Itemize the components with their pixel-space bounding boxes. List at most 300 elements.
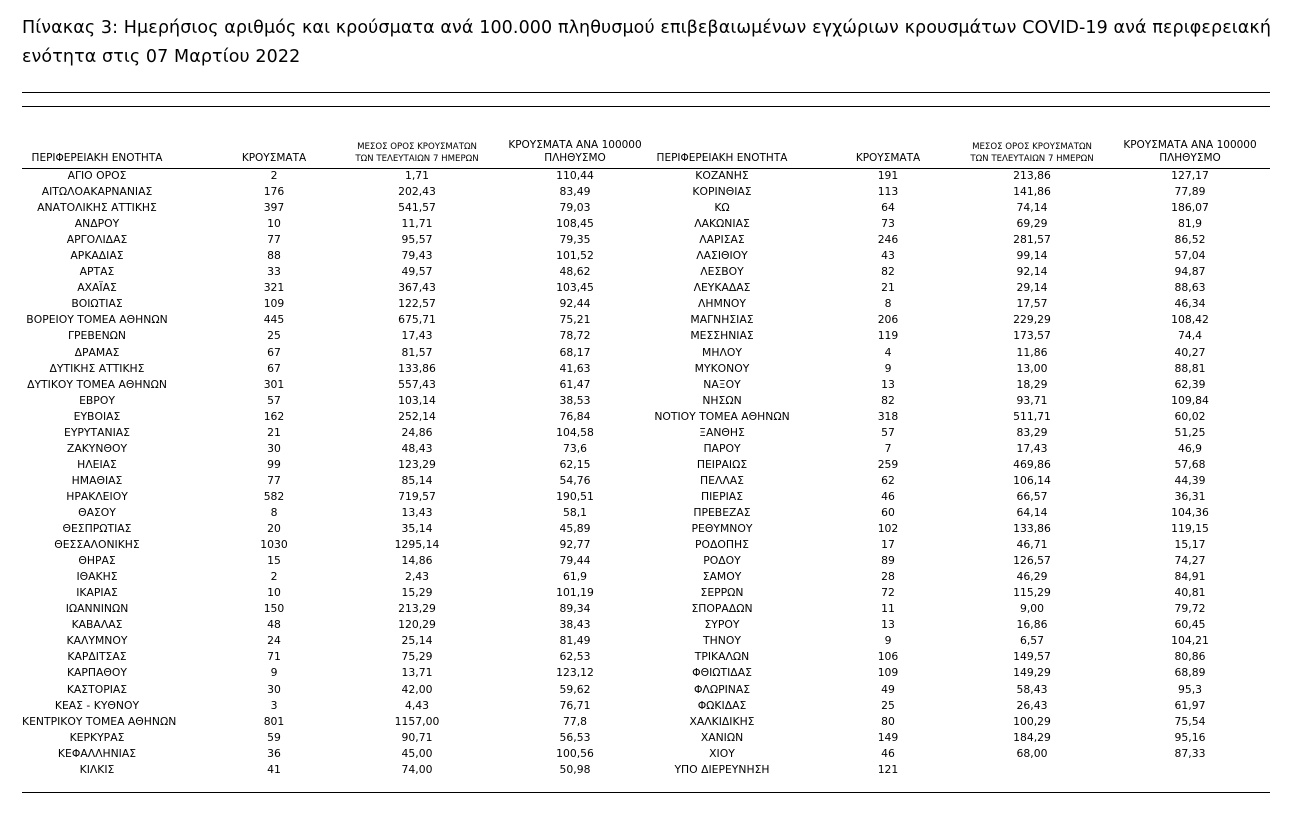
- right-region-name: ΜΥΚΟΝΟΥ: [694, 361, 750, 375]
- left-region-name: ΚΑΡΠΑΘΟΥ: [66, 666, 128, 680]
- table-row: [22, 296, 1272, 312]
- right-per-100k-value: 81,9: [1177, 217, 1203, 231]
- table-row: [22, 698, 1272, 714]
- left-cases-value: 25: [267, 329, 281, 343]
- left-cases-value: 109: [263, 297, 285, 311]
- right-per-100k-value: 46,9: [1177, 441, 1203, 455]
- right-cases-value: 57: [881, 425, 895, 439]
- left-per-100k-value: 78,72: [559, 329, 591, 343]
- right-cases-value: 17: [881, 538, 895, 552]
- left-avg-7day-value: 213,29: [398, 602, 436, 616]
- right-cases-value: 13: [881, 377, 895, 391]
- left-avg-7day-value: 14,86: [401, 554, 433, 568]
- right-avg-7day-value: 99,14: [1016, 249, 1048, 263]
- right-region-name: ΛΕΥΚΑΔΑΣ: [693, 281, 751, 295]
- right-cases-value: 60: [881, 505, 895, 519]
- right-per-100k-value: 60,02: [1174, 409, 1206, 423]
- right-region-name: ΡΟΔΟΠΗΣ: [695, 538, 749, 552]
- table-row: [22, 746, 1272, 762]
- page-title: Πίνακας 3: Ημερήσιος αριθμός και κρούσματα ανά 100.000 πληθυσμού επιβεβαιωμένων εγχώριων κρουσμάτων COVID-19 ανά περιφερειακή ενότητα στις 07 Μαρτίου 2022: [22, 18, 1272, 67]
- header-per100k-right: [1117, 139, 1263, 165]
- header-per100k-left-line1: ΚΡΟΥΣΜΑΤΑ ΑΝΑ 100000: [508, 139, 642, 151]
- left-avg-7day-value: 557,43: [398, 377, 436, 391]
- right-avg-7day-value: 106,14: [1013, 473, 1051, 487]
- right-region-name: ΚΟΡΙΝΘΙΑΣ: [692, 185, 752, 199]
- left-cases-value: 77: [267, 233, 281, 247]
- left-avg-7day-value: 17,43: [401, 329, 433, 343]
- left-cases-value: 162: [263, 409, 285, 423]
- header-avg-right-line1: ΜΕΣΟΣ ΟΡΟΣ ΚΡΟΥΣΜΑΤΩΝ: [972, 142, 1092, 152]
- right-cases-value: 89: [881, 554, 895, 568]
- left-cases-value: 59: [267, 730, 281, 744]
- right-cases-value: 259: [877, 457, 899, 471]
- left-cases-value: 321: [263, 281, 285, 295]
- right-per-100k-value: 75,54: [1174, 714, 1206, 728]
- right-avg-7day-value: 46,71: [1016, 538, 1048, 552]
- left-per-100k-value: 76,84: [559, 409, 591, 423]
- right-region-name: ΠΑΡΟΥ: [703, 441, 741, 455]
- table-row: [22, 312, 1272, 328]
- right-region-name: ΣΕΡΡΩΝ: [700, 586, 744, 600]
- right-cases-value: 82: [881, 393, 895, 407]
- left-per-100k-value: 77,8: [562, 714, 588, 728]
- left-per-100k-value: 75,21: [559, 313, 591, 327]
- table-row: [22, 762, 1272, 778]
- right-per-100k-value: 88,63: [1174, 281, 1206, 295]
- right-avg-7day-value: 184,29: [1013, 730, 1051, 744]
- left-region-name: ΗΛΕΙΑΣ: [77, 457, 117, 471]
- right-avg-7day-value: 126,57: [1013, 554, 1051, 568]
- left-cases-value: 10: [267, 217, 281, 231]
- table-row: [22, 345, 1272, 361]
- right-cases-value: 25: [881, 698, 895, 712]
- table-row: [22, 328, 1272, 344]
- left-per-100k-value: 68,17: [559, 345, 591, 359]
- left-cases-value: 150: [263, 602, 285, 616]
- left-avg-7day-value: 24,86: [401, 425, 433, 439]
- left-per-100k-value: 83,49: [559, 185, 591, 199]
- left-avg-7day-value: 74,00: [401, 762, 433, 776]
- left-region-name: ΑΡΚΑΔΙΑΣ: [70, 249, 124, 263]
- right-region-name: ΧΙΟΥ: [709, 746, 735, 760]
- table-row: [22, 216, 1272, 232]
- right-region-name: ΛΑΚΩΝΙΑΣ: [694, 217, 750, 231]
- right-region-name: ΛΕΣΒΟΥ: [700, 265, 744, 279]
- right-avg-7day-value: 13,00: [1016, 361, 1048, 375]
- left-per-100k-value: 59,62: [559, 682, 591, 696]
- left-per-100k-value: 81,49: [559, 634, 591, 648]
- left-cases-value: 30: [267, 441, 281, 455]
- right-avg-7day-value: 6,57: [1019, 634, 1045, 648]
- right-region-name: ΜΕΣΣΗΝΙΑΣ: [690, 329, 754, 343]
- right-avg-7day-value: 133,86: [1013, 522, 1051, 536]
- left-avg-7day-value: 120,29: [398, 618, 436, 632]
- right-region-name: ΦΘΙΩΤΙΔΑΣ: [692, 666, 752, 680]
- right-per-100k-value: 127,17: [1171, 169, 1209, 182]
- right-per-100k-value: 62,39: [1174, 377, 1206, 391]
- right-avg-7day-value: 9,00: [1019, 602, 1045, 616]
- left-avg-7day-value: 675,71: [398, 313, 436, 327]
- left-region-name: ΑΡΤΑΣ: [79, 265, 115, 279]
- right-cases-value: 318: [877, 409, 899, 423]
- table-row: [22, 585, 1272, 601]
- right-per-100k-value: 95,3: [1177, 682, 1203, 696]
- right-region-name: ΧΑΛΚΙΔΙΚΗΣ: [689, 714, 755, 728]
- left-avg-7day-value: 719,57: [398, 489, 436, 503]
- left-per-100k-value: 45,89: [559, 522, 591, 536]
- right-cases-value: 113: [877, 185, 899, 199]
- right-cases-value: 8: [884, 297, 892, 311]
- table-row: [22, 633, 1272, 649]
- left-region-name: ΙΩΑΝΝΙΝΩΝ: [65, 602, 129, 616]
- left-avg-7day-value: 2,43: [404, 570, 430, 584]
- left-region-name: ΔΥΤΙΚΟΥ ΤΟΜΕΑ ΑΘΗΝΩΝ: [27, 377, 167, 391]
- right-cases-value: 4: [884, 345, 892, 359]
- left-region-name: ΖΑΚΥΝΘΟΥ: [66, 441, 128, 455]
- right-cases-value: 119: [877, 329, 899, 343]
- right-avg-7day-value: 213,86: [1013, 169, 1051, 182]
- right-avg-7day-value: 92,14: [1016, 265, 1048, 279]
- left-region-name: ΚΑΛΥΜΝΟΥ: [66, 634, 128, 648]
- header-region-right: ΠΕΡΙΦΕΡΕΙΑΚΗ ΕΝΟΤΗΤΑ: [656, 152, 788, 164]
- header-per100k-left-line2: ΠΛΗΘΥΣΜΟ: [544, 152, 606, 164]
- header-per100k-right-line2: ΠΛΗΘΥΣΜΟ: [1159, 152, 1221, 164]
- right-avg-7day-value: 11,86: [1016, 345, 1048, 359]
- right-per-100k-value: 68,89: [1174, 666, 1206, 680]
- right-region-name: ΠΕΙΡΑΙΩΣ: [696, 457, 748, 471]
- left-per-100k-value: 123,12: [556, 666, 594, 680]
- left-avg-7day-value: 35,14: [401, 522, 433, 536]
- left-region-name: ΑΡΓΟΛΙΔΑΣ: [66, 233, 128, 247]
- right-per-100k-value: 108,42: [1171, 313, 1209, 327]
- left-avg-7day-value: 1157,00: [394, 714, 440, 728]
- table-row: [22, 441, 1272, 457]
- left-per-100k-value: 89,34: [559, 602, 591, 616]
- table-row: [22, 553, 1272, 569]
- header-avg-left-line2: ΤΩΝ ΤΕΛΕΥΤΑΙΩΝ 7 ΗΜΕΡΩΝ: [355, 154, 479, 164]
- left-region-name: ΔΥΤΙΚΗΣ ΑΤΤΙΚΗΣ: [49, 361, 145, 375]
- table-body: [22, 168, 1272, 778]
- right-region-name: ΝΟΤΙΟΥ ΤΟΜΕΑ ΑΘΗΝΩΝ: [654, 409, 790, 423]
- table-row: [22, 569, 1272, 585]
- left-region-name: ΔΡΑΜΑΣ: [74, 345, 120, 359]
- left-per-100k-value: 41,63: [559, 361, 591, 375]
- right-per-100k-value: 60,45: [1174, 618, 1206, 632]
- left-avg-7day-value: 202,43: [398, 185, 436, 199]
- table-row: [22, 232, 1272, 248]
- right-cases-value: 80: [881, 714, 895, 728]
- table-row: [22, 521, 1272, 537]
- left-avg-7day-value: 1,71: [404, 169, 430, 182]
- left-region-name: ΚΕΦΑΛΛΗΝΙΑΣ: [57, 746, 137, 760]
- left-region-name: ΙΚΑΡΙΑΣ: [76, 586, 118, 600]
- right-avg-7day-value: 115,29: [1013, 586, 1051, 600]
- right-avg-7day-value: 93,71: [1016, 393, 1048, 407]
- right-region-name: ΦΛΩΡΙΝΑΣ: [693, 682, 751, 696]
- left-region-name: ΚΙΛΚΙΣ: [79, 762, 115, 776]
- right-per-100k-value: 44,39: [1174, 473, 1206, 487]
- right-region-name: ΛΑΡΙΣΑΣ: [699, 233, 745, 247]
- left-region-name: ΗΡΑΚΛΕΙΟΥ: [66, 489, 128, 503]
- right-cases-value: 72: [881, 586, 895, 600]
- header-region-left: ΠΕΡΙΦΕΡΕΙΑΚΗ ΕΝΟΤΗΤΑ: [31, 152, 163, 164]
- right-region-name: ΤΡΙΚΑΛΩΝ: [694, 650, 750, 664]
- left-avg-7day-value: 85,14: [401, 473, 433, 487]
- right-avg-7day-value: 100,29: [1013, 714, 1051, 728]
- right-cases-value: 43: [881, 249, 895, 263]
- left-per-100k-value: 56,53: [559, 730, 591, 744]
- left-avg-7day-value: 45,00: [401, 746, 433, 760]
- right-cases-value: 21: [881, 281, 895, 295]
- left-cases-value: 99: [267, 457, 281, 471]
- left-avg-7day-value: 252,14: [398, 409, 436, 423]
- left-cases-value: 445: [263, 313, 285, 327]
- right-per-100k-value: 94,87: [1174, 265, 1206, 279]
- left-cases-value: 582: [263, 489, 285, 503]
- right-per-100k-value: 84,91: [1174, 570, 1206, 584]
- left-avg-7day-value: 81,57: [401, 345, 433, 359]
- left-avg-7day-value: 49,57: [401, 265, 433, 279]
- left-per-100k-value: 92,77: [559, 538, 591, 552]
- right-cases-value: 82: [881, 265, 895, 279]
- right-avg-7day-value: 141,86: [1013, 185, 1051, 199]
- left-avg-7day-value: 103,14: [398, 393, 436, 407]
- right-cases-value: 109: [877, 666, 899, 680]
- left-per-100k-value: 103,45: [556, 281, 594, 295]
- right-avg-7day-value: 58,43: [1016, 682, 1048, 696]
- right-cases-value: 102: [877, 522, 899, 536]
- right-per-100k-value: 61,97: [1174, 698, 1206, 712]
- left-avg-7day-value: 48,43: [401, 441, 433, 455]
- table-row: [22, 649, 1272, 665]
- left-per-100k-value: 79,35: [559, 233, 591, 247]
- right-region-name: ΠΙΕΡΙΑΣ: [700, 489, 744, 503]
- left-region-name: ΑΝΑΤΟΛΙΚΗΣ ΑΤΤΙΚΗΣ: [37, 201, 157, 215]
- right-cases-value: 49: [881, 682, 895, 696]
- left-region-name: ΒΟΡΕΙΟΥ ΤΟΜΕΑ ΑΘΗΝΩΝ: [26, 313, 168, 327]
- left-per-100k-value: 190,51: [556, 489, 594, 503]
- left-per-100k-value: 79,44: [559, 554, 591, 568]
- left-avg-7day-value: 1295,14: [394, 538, 440, 552]
- right-avg-7day-value: 29,14: [1016, 281, 1048, 295]
- right-region-name: ΚΟΖΑΝΗΣ: [695, 169, 749, 182]
- table-row: [22, 682, 1272, 698]
- right-cases-value: 9: [884, 634, 892, 648]
- table-row: [22, 280, 1272, 296]
- left-per-100k-value: 73,6: [562, 441, 588, 455]
- left-avg-7day-value: 4,43: [404, 698, 430, 712]
- left-cases-value: 15: [267, 554, 281, 568]
- table-row: [22, 200, 1272, 216]
- right-cases-value: 106: [877, 650, 899, 664]
- right-cases-value: 62: [881, 473, 895, 487]
- right-avg-7day-value: 17,43: [1016, 441, 1048, 455]
- left-avg-7day-value: 367,43: [398, 281, 436, 295]
- right-region-name: ΠΡΕΒΕΖΑΣ: [693, 505, 751, 519]
- table-row: [22, 665, 1272, 681]
- right-per-100k-value: 36,31: [1174, 489, 1206, 503]
- left-region-name: ΚΑΣΤΟΡΙΑΣ: [66, 682, 128, 696]
- left-region-name: ΗΜΑΘΙΑΣ: [71, 473, 123, 487]
- left-cases-value: 36: [267, 746, 281, 760]
- table-header: [22, 132, 1272, 168]
- right-avg-7day-value: 74,14: [1016, 201, 1048, 215]
- left-region-name: ΕΒΡΟΥ: [79, 393, 115, 407]
- right-cases-value: 46: [881, 746, 895, 760]
- left-per-100k-value: 76,71: [559, 698, 591, 712]
- right-per-100k-value: 40,27: [1174, 345, 1206, 359]
- left-avg-7day-value: 133,86: [398, 361, 436, 375]
- left-cases-value: 10: [267, 586, 281, 600]
- right-per-100k-value: 74,27: [1174, 554, 1206, 568]
- right-avg-7day-value: 281,57: [1013, 233, 1051, 247]
- left-avg-7day-value: 13,43: [401, 505, 433, 519]
- left-region-name: ΓΡΕΒΕΝΩΝ: [68, 329, 126, 343]
- right-region-name: ΧΑΝΙΩΝ: [700, 730, 744, 744]
- table-row: [22, 425, 1272, 441]
- left-avg-7day-value: 75,29: [401, 650, 433, 664]
- top-divider: [22, 92, 1270, 93]
- left-avg-7day-value: 42,00: [401, 682, 433, 696]
- left-cases-value: 3: [270, 698, 278, 712]
- left-cases-value: 2: [270, 570, 278, 584]
- left-region-name: ΙΘΑΚΗΣ: [76, 570, 118, 584]
- left-avg-7day-value: 123,29: [398, 457, 436, 471]
- right-avg-7day-value: 66,57: [1016, 489, 1048, 503]
- left-cases-value: 30: [267, 682, 281, 696]
- right-per-100k-value: 104,21: [1171, 634, 1209, 648]
- left-avg-7day-value: 13,71: [401, 666, 433, 680]
- right-region-name: ΚΩ: [714, 201, 730, 215]
- left-avg-7day-value: 11,71: [401, 217, 433, 231]
- right-per-100k-value: 57,04: [1174, 249, 1206, 263]
- table-row: [22, 505, 1272, 521]
- right-per-100k-value: 186,07: [1171, 201, 1209, 215]
- left-per-100k-value: 108,45: [556, 217, 594, 231]
- right-avg-7day-value: 26,43: [1016, 698, 1048, 712]
- left-per-100k-value: 100,56: [556, 746, 594, 760]
- left-region-name: ΕΥΡΥΤΑΝΙΑΣ: [64, 425, 130, 439]
- left-per-100k-value: 61,9: [562, 570, 588, 584]
- header-avg-left: [342, 141, 492, 165]
- right-cases-value: 7: [884, 441, 892, 455]
- left-region-name: ΚΕΝΤΡΙΚΟΥ ΤΟΜΕΑ ΑΘΗΝΩΝ: [22, 714, 177, 728]
- right-per-100k-value: 87,33: [1174, 746, 1206, 760]
- right-region-name: ΤΗΝΟΥ: [703, 634, 741, 648]
- left-cases-value: 77: [267, 473, 281, 487]
- left-avg-7day-value: 79,43: [401, 249, 433, 263]
- header-cases-left: ΚΡΟΥΣΜΑΤΑ: [241, 152, 307, 164]
- left-cases-value: 48: [267, 618, 281, 632]
- left-per-100k-value: 101,19: [556, 586, 594, 600]
- left-per-100k-value: 104,58: [556, 425, 594, 439]
- header-cases-right: ΚΡΟΥΣΜΑΤΑ: [855, 152, 921, 164]
- left-cases-value: 20: [267, 522, 281, 536]
- table-row: [22, 489, 1272, 505]
- left-avg-7day-value: 15,29: [401, 586, 433, 600]
- right-region-name: ΣΥΡΟΥ: [704, 618, 740, 632]
- left-region-name: ΚΕΡΚΥΡΑΣ: [69, 730, 125, 744]
- right-cases-value: 246: [877, 233, 899, 247]
- table-row: [22, 168, 1272, 184]
- right-avg-7day-value: 46,29: [1016, 570, 1048, 584]
- header-per100k-left: [505, 139, 645, 165]
- right-region-name: ΦΩΚΙΔΑΣ: [697, 698, 747, 712]
- table-row: [22, 409, 1272, 425]
- left-region-name: ΘΑΣΟΥ: [78, 505, 116, 519]
- left-region-name: ΑΓΙΟ ΟΡΟΣ: [67, 169, 127, 182]
- top-divider-secondary: [22, 106, 1270, 107]
- right-per-100k-value: 40,81: [1174, 586, 1206, 600]
- left-region-name: ΑΧΑΪΑΣ: [77, 281, 117, 295]
- right-avg-7day-value: 18,29: [1016, 377, 1048, 391]
- right-avg-7day-value: 511,71: [1013, 409, 1051, 423]
- right-avg-7day-value: 229,29: [1013, 313, 1051, 327]
- table-row: [22, 601, 1272, 617]
- left-per-100k-value: 48,62: [559, 265, 591, 279]
- left-avg-7day-value: 25,14: [401, 634, 433, 648]
- left-per-100k-value: 101,52: [556, 249, 594, 263]
- table-row: [22, 264, 1272, 280]
- right-avg-7day-value: 64,14: [1016, 505, 1048, 519]
- left-region-name: ΚΑΒΑΛΑΣ: [71, 618, 123, 632]
- left-avg-7day-value: 122,57: [398, 297, 436, 311]
- right-per-100k-value: 57,68: [1174, 457, 1206, 471]
- bottom-divider: [22, 792, 1270, 793]
- right-region-name: ΜΗΛΟΥ: [702, 345, 742, 359]
- right-region-name: ΠΕΛΛΑΣ: [700, 473, 744, 487]
- left-region-name: ΚΑΡΔΙΤΣΑΣ: [67, 650, 127, 664]
- left-region-name: ΑΙΤΩΛΟΑΚΑΡΝΑΝΙΑΣ: [41, 185, 153, 199]
- table-row: [22, 393, 1272, 409]
- right-avg-7day-value: 149,29: [1013, 666, 1051, 680]
- table-row: [22, 714, 1272, 730]
- right-per-100k-value: 77,89: [1174, 185, 1206, 199]
- right-cases-value: 9: [884, 361, 892, 375]
- table-row: [22, 377, 1272, 393]
- table-row: [22, 248, 1272, 264]
- left-region-name: ΘΕΣΠΡΩΤΙΑΣ: [62, 522, 132, 536]
- right-region-name: ΜΑΓΝΗΣΙΑΣ: [690, 313, 754, 327]
- right-per-100k-value: 80,86: [1174, 650, 1206, 664]
- left-per-100k-value: 79,03: [559, 201, 591, 215]
- right-cases-value: 149: [877, 730, 899, 744]
- left-cases-value: 1030: [260, 538, 288, 552]
- left-avg-7day-value: 90,71: [401, 730, 433, 744]
- left-per-100k-value: 92,44: [559, 297, 591, 311]
- right-per-100k-value: 95,16: [1174, 730, 1206, 744]
- left-cases-value: 397: [263, 201, 285, 215]
- right-avg-7day-value: 68,00: [1016, 746, 1048, 760]
- right-cases-value: 73: [881, 217, 895, 231]
- right-cases-value: 28: [881, 570, 895, 584]
- right-avg-7day-value: 149,57: [1013, 650, 1051, 664]
- right-per-100k-value: 109,84: [1171, 393, 1209, 407]
- left-per-100k-value: 38,53: [559, 393, 591, 407]
- right-per-100k-value: 86,52: [1174, 233, 1206, 247]
- table-row: [22, 457, 1272, 473]
- left-cases-value: 67: [267, 345, 281, 359]
- left-cases-value: 57: [267, 393, 281, 407]
- left-region-name: ΘΕΣΣΑΛΟΝΙΚΗΣ: [54, 538, 140, 552]
- left-cases-value: 176: [263, 185, 285, 199]
- left-cases-value: 41: [267, 762, 281, 776]
- right-region-name: ΛΑΣΙΘΙΟΥ: [696, 249, 748, 263]
- left-cases-value: 24: [267, 634, 281, 648]
- right-cases-value: 206: [877, 313, 899, 327]
- header-per100k-right-line1: ΚΡΟΥΣΜΑΤΑ ΑΝΑ 100000: [1123, 139, 1257, 151]
- right-region-name: ΡΕΘΥΜΝΟΥ: [691, 522, 753, 536]
